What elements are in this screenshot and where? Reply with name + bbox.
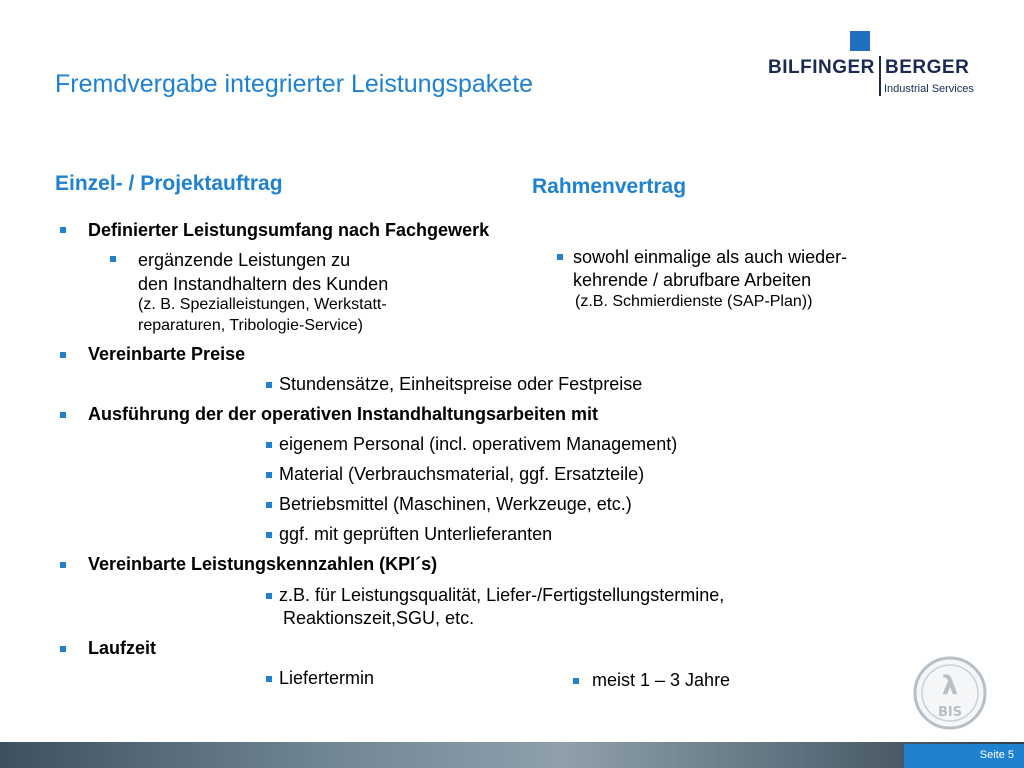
bullet-square-icon: [266, 593, 272, 599]
bullet-leistungsumfang: Definierter Leistungsumfang nach Fachgewerk: [88, 220, 490, 240]
logo-word-right: BERGER: [885, 57, 970, 78]
bullet-square-icon: [110, 256, 116, 262]
laufzeit-left: Liefertermin: [279, 668, 375, 688]
bullet-square-icon: [573, 678, 579, 684]
bullet-square-icon: [60, 227, 66, 233]
bullet-kpi: Vereinbarte Leistungskennzahlen (KPI´s): [88, 554, 438, 574]
company-logo: [762, 27, 990, 99]
logo-word-left: BILFINGER: [768, 57, 875, 78]
bullet-preise: Vereinbarte Preise: [88, 344, 246, 364]
preise-item: Stundensätze, Einheitspreise oder Festpreise: [279, 374, 643, 394]
seal-letters: BIS: [937, 705, 963, 720]
bullet-square-icon: [60, 562, 66, 568]
seal-symbol: λ: [941, 671, 959, 701]
bullet-square-icon: [60, 646, 66, 652]
right-line-1: sowohl einmalige als auch wieder-: [573, 247, 848, 267]
left-heading-part1: Einzel- /: [55, 172, 141, 195]
logo-subtitle: Industrial Services: [884, 83, 974, 95]
kpi-line-1: z.B. für Leistungsqualität, Liefer-/Fertigstellungstermine,: [279, 585, 725, 605]
slide-title: Fremdvergabe integrierter Leistungspakete: [55, 70, 534, 98]
ausfuehrung-item: eigenem Personal (incl. operativem Management): [279, 434, 678, 454]
footer-photo-strip: [0, 742, 1024, 768]
kpi-line-2: Reaktionszeit,SGU, etc.: [283, 608, 475, 628]
bullet-square-icon: [266, 472, 272, 478]
sub-line-2: den Instandhaltern des Kunden: [138, 274, 389, 294]
left-column-heading: [55, 172, 283, 196]
sub-line-4: reparaturen, Tribologie-Service): [138, 317, 363, 334]
ausfuehrung-item: ggf. mit geprüften Unterlieferanten: [279, 524, 553, 544]
right-line-2: kehrende / abrufbare Arbeiten: [573, 270, 812, 290]
ausfuehrung-item: Material (Verbrauchsmaterial, ggf. Ersatzteile): [279, 464, 645, 484]
bullet-square-icon: [60, 352, 66, 358]
sub-line-1: ergänzende Leistungen zu: [138, 250, 351, 270]
left-heading-part2: Projektauftrag: [140, 172, 283, 195]
bullet-square-icon: [266, 532, 272, 538]
right-line-3: (z.B. Schmierdienste (SAP-Plan)): [575, 293, 813, 310]
bullet-square-icon: [266, 676, 272, 682]
bullet-laufzeit: Laufzeit: [88, 638, 157, 658]
page-number: Seite 5: [979, 749, 1014, 761]
page-number-box: [904, 744, 1024, 768]
bullet-square-icon: [557, 254, 563, 260]
bis-seal-icon: [913, 656, 987, 730]
bullet-square-icon: [266, 502, 272, 508]
logo-badge-icon: [850, 31, 870, 51]
bullet-square-icon: [266, 442, 272, 448]
bullet-ausfuehrung: Ausführung der der operativen Instandhaltungsarbeiten mit: [88, 404, 599, 424]
bullet-square-icon: [266, 382, 272, 388]
logo-divider: [879, 56, 881, 96]
bullet-square-icon: [60, 412, 66, 418]
sub-line-3: (z. B. Spezialleistungen, Werkstatt-: [138, 296, 387, 313]
laufzeit-right: meist 1 – 3 Jahre: [592, 670, 731, 690]
right-column-heading: Rahmenvertrag: [532, 175, 687, 198]
ausfuehrung-item: Betriebsmittel (Maschinen, Werkzeuge, etc.): [279, 494, 632, 514]
